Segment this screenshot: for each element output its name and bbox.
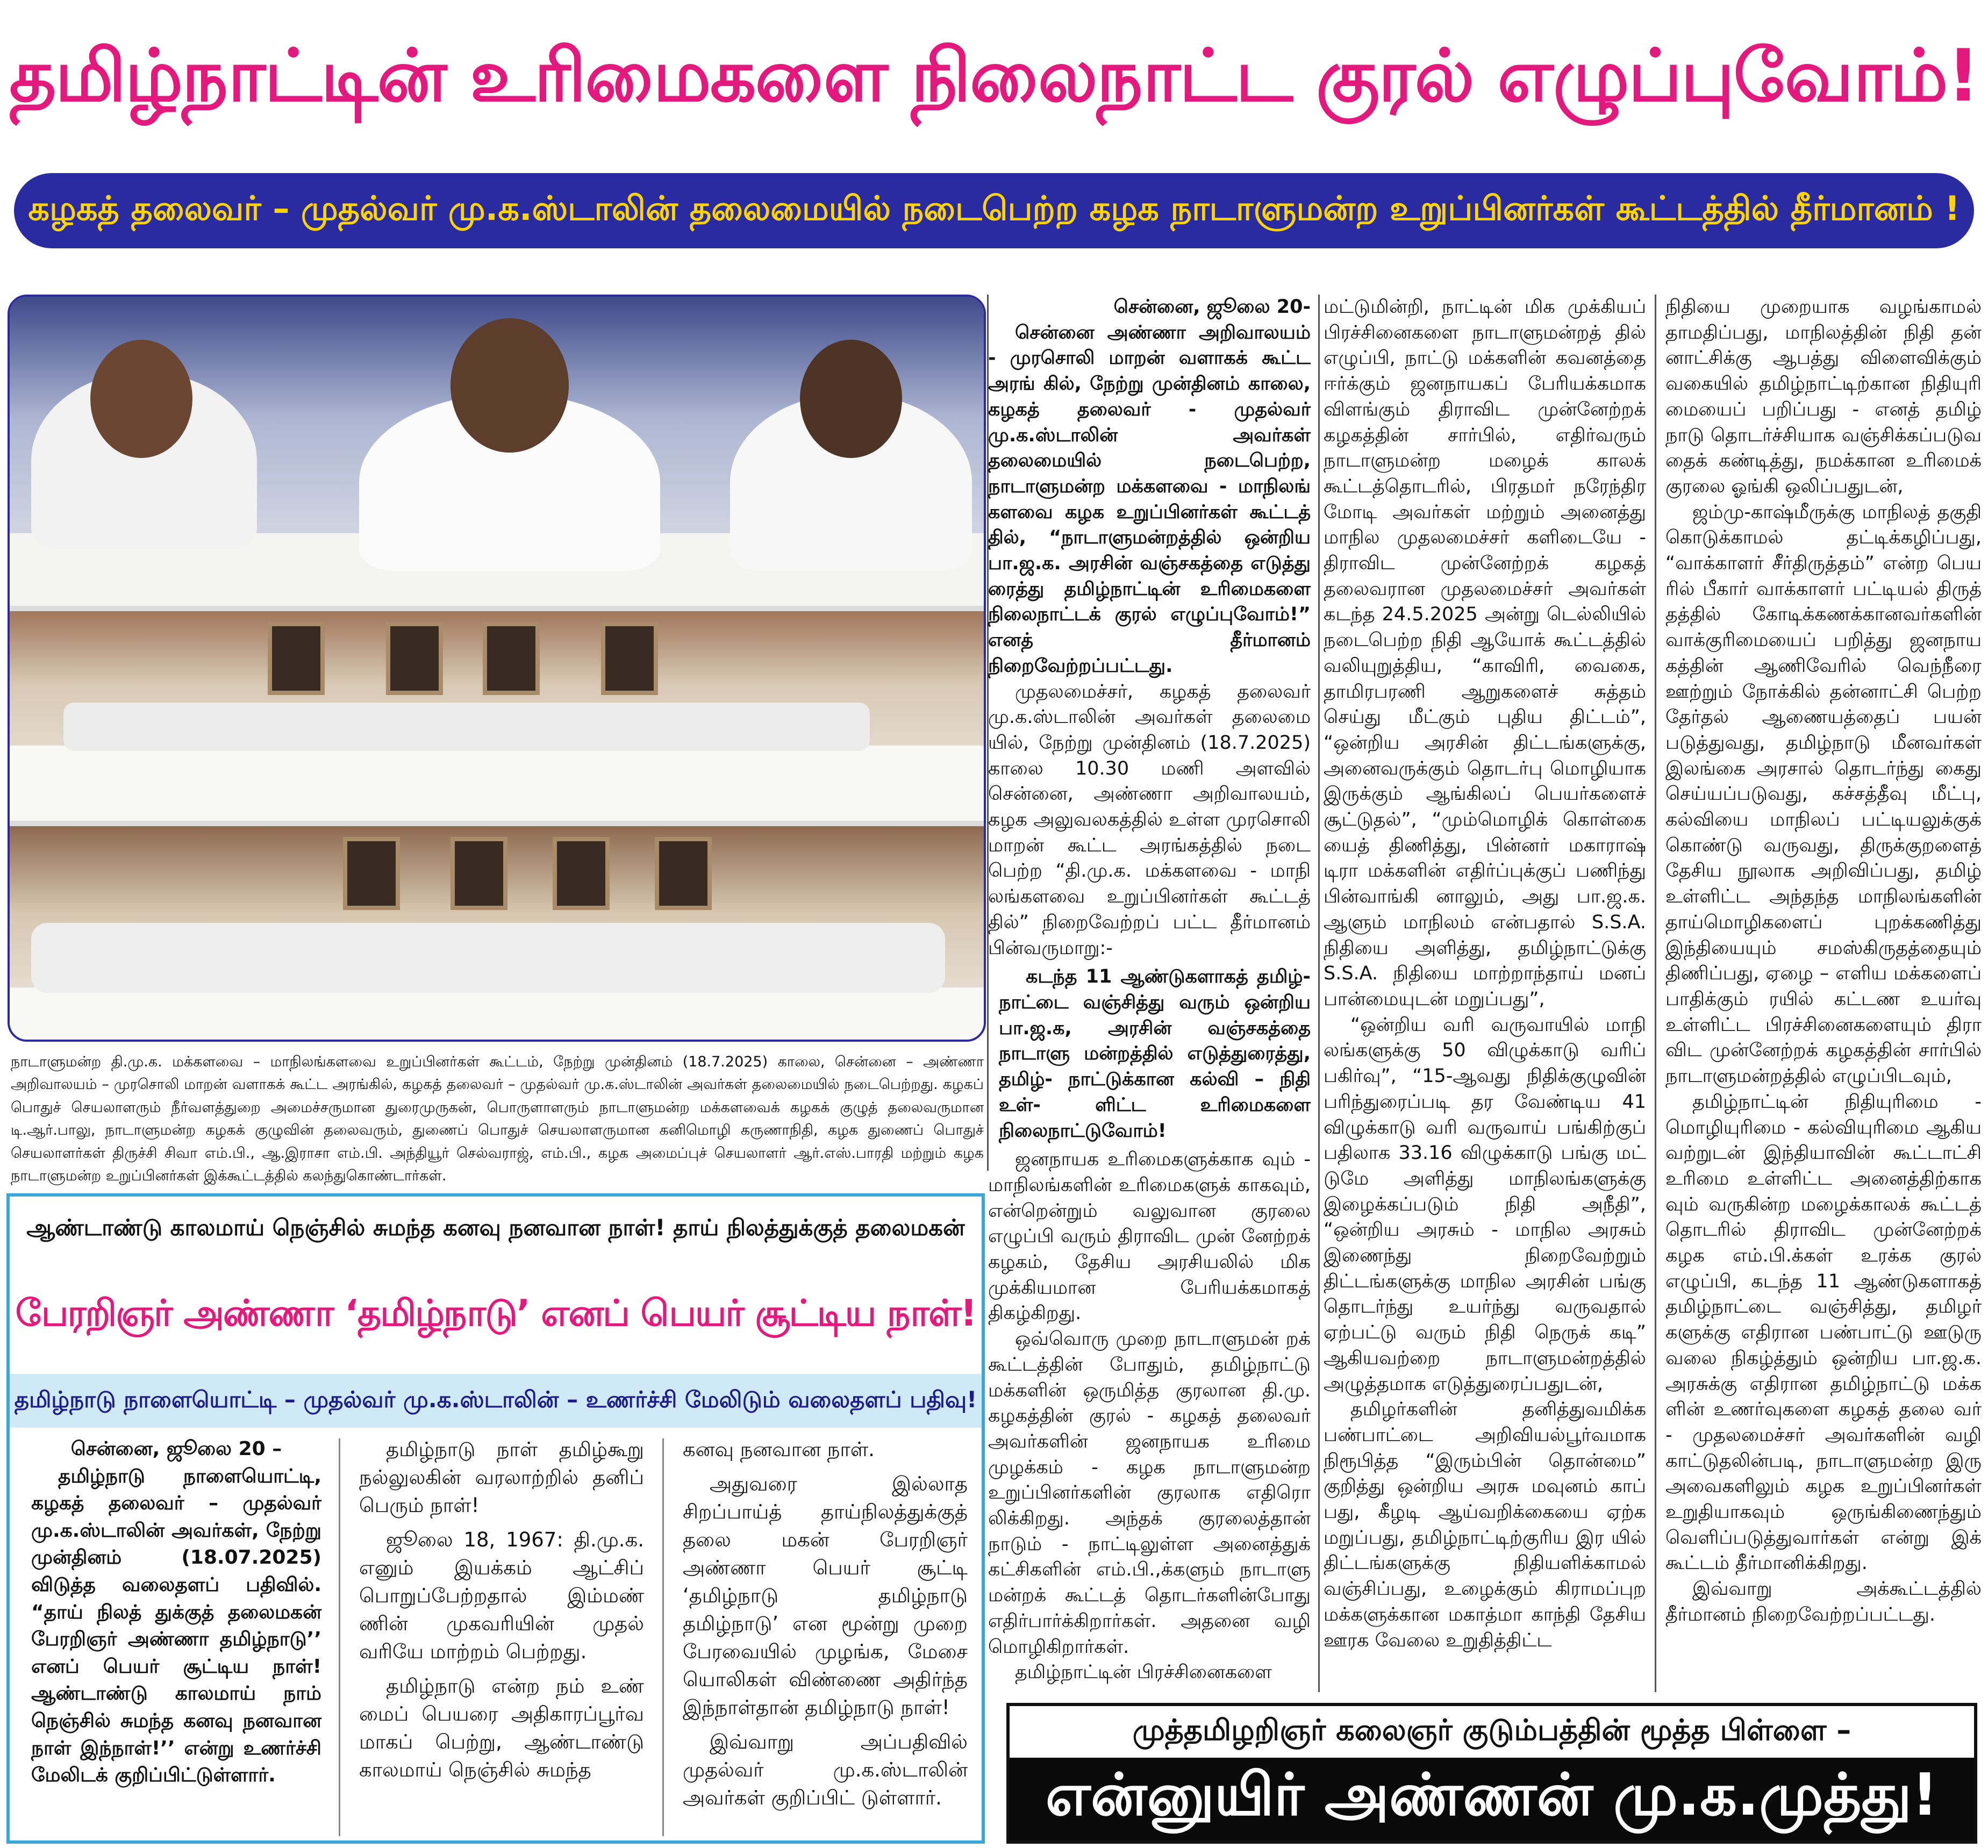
column-divider bbox=[662, 1438, 664, 1836]
article-lead-paragraph: சென்னை அண்ணா அறிவாலயம் - முரசொலி மாறன் வளாகக் கூட்ட அரங் கில், நேற்று முன்தினம் காலை, கழகத் தலைவர் - முதல்வர் மு.க.ஸ்டாலின் அவர்கள் தலைமையில் நடைபெற்ற, நாடாளுமன்ற மக்களவை - மாநிலங் களவை கழக உறுப்பினர்கள் கூட்டத் தில், “நாடாளுமன்றத்தில் ஒன்றிய பா.ஜ.க. அரசின் வஞ்சகத்தை எடுத்து ரைத்து தமிழ்நாட்டின் உரிமைகளை நிலைநாட்டக் குரல் எழுப்புவோம்!” எனத் தீர்மானம் நிறைவேற்றப்பட்டது. bbox=[988, 321, 1311, 677]
article-column-1 bbox=[988, 295, 1311, 1686]
anna-paragraph: ஜூலை 18, 1967: தி.மு.க. எனும் இயக்கம் ஆட்சிப் பொறுப்பேற்றதால் இம்மண் ணின் முகவரியின் முதல் வரியே மாற்றம் பெற்றது. bbox=[359, 1528, 644, 1663]
article-paragraph: மட்டுமின்றி, நாட்டின் மிக முக்கியப் பிரச்சினைகளை நாடாளுமன்றத் தில் எழுப்பி, நாட்டு மக்களின் கவனத்தை ஈர்க்கும் ஜனநாயகப் பேரியக்கமாக விளங்கும் திராவிட முன்னேற்றக் கழகத்தின் சார்பில், எதிர்வரும் நாடாளுமன்ற மழைக் காலக் கூட்டத்தொடரில், பிரதமர் நரேந்திர மோடி அவர்கள் மற்றும் அனைத்து மாநில முதலமைச்சர் களிடையே - திராவிட முன்னேற்றக் கழகத் தலைவரான முதலமைச்சர் அவர்கள் கடந்த 24.5.2025 அன்று டெல்லியில் நடைபெற்ற நிதி ஆயோக் கூட்டத்தில் வலியுறுத்திய, “காவிரி, வைகை, தாமிரபரணி ஆறுகளைச் சுத்தம் செய்து மீட்கும் புதிய திட்டம்”, “ஒன்றிய அரசின் திட்டங்களுக்கு, அனைவருக்கும் தொடர்பு மொழியாக இருக்கும் ஆங்கிலப் பெயர்களைச் சூட்டுதல்”, “மும்மொழிக் கொள்கை யைத் திணித்து, பின்னர் மகாராஷ் டிரா மக்களின் எதிர்ப்புக்குப் பணிந்து பின்வாங்கி னாலும், அது பா.ஜ.க. ஆளும் மாநிலம் என்பதால் S.S.A. நிதியை அளித்து, தமிழ்நாட்டுக்கு S.S.A. நிதியை மாற்றாந்தாய் மனப் பான்மையுடன் மறுப்பது”, bbox=[1324, 296, 1646, 1010]
article-paragraph: தமிழ்நாட்டின் பிரச்சினைகளை bbox=[1015, 1661, 1272, 1684]
anna-paragraph: தமிழ்நாடு நாளையொட்டி, கழகத் தலைவர் – முதல்வர் மு.க.ஸ்டாலின் அவர்கள், நேற்று முன்தினம் (18.07.2025) விடுத்த வலைதளப் பதிவில். “தாய் நிலத் துக்குத் தலைமகன் பேரறிஞர் அண்ணா தமிழ்நாடு’’ எனப் பெயர் சூட்டிய நாள்! ஆண்டாண்டு காலமாய் நாம் நெஞ்சில் சுமந்த கனவு நனவான நாள் இந்நாள்!’’ என்று உணர்ச்சி மேலிடக் குறிப்பிட்டுள்ளார். bbox=[31, 1465, 321, 1787]
article-paragraph: ஜம்மு-காஷ்மீருக்கு மாநிலத் தகுதி கொடுக்காமல் தட்டிக்கழிப்பது, “வாக்காளர் சீர்திருத்தம்” என்ற பெய ரில் பீகார் வாக்காளர் பட்டியல் திருத் தத்தில் கோடிக்கணக்கானவர்களின் வாக்குரிமையைப் பறித்து ஜனநாய கத்தின் ஆணிவேரில் வெந்நீரை ஊற்றும் நோக்கில் தன்னாட்சி பெற்ற தேர்தல் ஆணையத்தைப் பயன் படுத்துவது, தமிழ்நாடு மீனவர்கள் இலங்கை அரசால் தொடர்ந்து கைது செய்யப்படுவது, கச்சத்தீவு மீட்பு, கல்வியை மாநிலப் பட்டியலுக்குக் கொண்டு வருவது, திருக்குறளைத் தேசிய நூலாக அறிவிப்பது, தமிழ் உள்ளிட்ட அந்தந்த மாநிலங்களின் தாய்மொழிகளைப் புறக்கணித்து இந்தியையும் சமஸ்கிருதத்தையும் திணிப்பது, ஏழை – எளிய மக்களைப் பாதிக்கும் ரயில் கட்டண உயர்வு உள்ளிட்ட பிரச்சினைகளையும் திரா விட முன்னேற்றக் கழகத்தின் சார்பில் நாடாளுமன்றத்தில் எழுப்பிடவும், bbox=[1665, 501, 1982, 1087]
anna-article-box bbox=[6, 1193, 985, 1844]
article-column-3 bbox=[1665, 295, 1982, 1628]
resolution-text: கடந்த 11 ஆண்டுகளாகத் தமிழ்- நாட்டை வஞ்சித்து வரும் ஒன்றிய பா.ஜ.க, அரசின் வஞ்சகத்தை நாடாளு மன்றத்தில் எடுத்துரைத்து, தமிழ்- நாட்டுக்கான கல்வி – நிதி உள்- ளிட்ட உரிமைகளை நிலைநாட்டுவோம்! bbox=[999, 966, 1311, 1142]
photo-collage bbox=[8, 295, 986, 1042]
column-divider bbox=[1318, 295, 1320, 1692]
anna-paragraph: கனவு நனவான நாள். bbox=[683, 1438, 875, 1461]
anna-column-3 bbox=[683, 1436, 968, 1812]
column-divider bbox=[1655, 295, 1656, 1692]
article-paragraph: “ஒன்றிய வரி வருவாயில் மாநி லங்களுக்கு 50 விழுக்காடு வரிப் பகிர்வு”, “15-ஆவது நிதிக்குழுவின் பரிந்துரைப்படி தர வேண்டிய 41 விழுக்காடு வரி வருவாய் பங்கிற்குப் பதிலாக 33.16 விழுக்காடு பங்கு மட் டுமே அளித்து மாநிலங்களுக்கு இழைக்கப்படும் நிதி அநீதி”, “ஒன்றிய அரசும் - மாநில அரசும் இணைந்து நிறைவேற்றும் திட்டங்களுக்கு மாநில அரசின் பங்கு தொடர்ந்து உயர்ந்து வருவதால் ஏற்பட்டு வரும் நிதி நெருக் கடி” ஆகியவற்றை நாடாளுமன்றத்தில் அழுத்தமாக எடுத்துரைப்பதுடன், bbox=[1324, 1014, 1646, 1395]
article-paragraph: ஒவ்வொரு முறை நாடாளுமன் றக் கூட்டத்தின் போதும், தமிழ்நாட்டு மக்களின் ஒருமித்த குரலான தி.மு. கழகத்தின் குரல் - கழகத் தலைவர் அவர்களின் ஜனநாயக உரிமை முழக்கம் - கழக நாடாளுமன்ற உறுப்பினர்களின் குரலாக எதிரொ லிக்கிறது. அந்தக் குரலைத்தான் நாடும் - நாட்டிலுள்ள அனைத்துக் கட்சிகளின் எம்.பி.,க்களும் நாடாளு மன்றக் கூட்டத் தொடர்களின்போது எதிர்பார்க்கிறார்கள். அதனை வழி மொழிகிறார்கள். bbox=[988, 1328, 1311, 1658]
article-column-2 bbox=[1324, 295, 1646, 1653]
meeting-photo-middle bbox=[10, 611, 984, 821]
photo-caption: நாடாளுமன்ற தி.மு.க. மக்களவை – மாநிலங்களவை உறுப்பினர்கள் கூட்டம், நேற்று முன்தினம் (18.7.2025) காலை, சென்னை – அண்ணா அறிவாலயம் – முரசொலி மாறன் வளாகக் கூட்ட அரங்கில், கழகத் தலைவர் – முதல்வர் மு.க.ஸ்டாலின் அவர்கள் தலைமையில் நடைபெற்றது. கழகப் பொதுச் செயலாளரும் நீர்வளத்துறை அமைச்சருமான துரைமுருகன், பொருளாளரும் நாடாளுமன்ற மக்களவைக் கழகக் குழுத் தலைவருமான டி.ஆர்.பாலு, நாடாளுமன்ற கழகக் குழுவின் தலைவரும், துணைப் பொதுச் செயலாளருமான கனிமொழி கருணாநிதி, கழக துணைப் பொதுச் செயலாளர்கள் திருச்சி சிவா எம்.பி., ஆ.இராசா எம்.பி. அந்தியூர் செல்வராஜ், எம்.பி., கழக அமைப்புச் செயலாளர் ஆர்.எஸ்.பாரதி மற்றும் கழக நாடாளுமன்ற உறுப்பினர்கள் இக்கூட்டத்தில் கலந்துகொண்டார்கள். bbox=[11, 1054, 984, 1185]
article-paragraph: நிதியை முறையாக வழங்காமல் தாமதிப்பது, மாநிலத்தின் நிதி தன் னாட்சிக்கு ஆபத்து விளைவிக்கும் வகையில் தமிழ்நாட்டிற்கான நிதியுரி மையைப் பறிப்பது - எனத் தமிழ் நாடு தொடர்ச்சியாக வஞ்சிக்கப்படுவ தைக் கண்டித்து, நமக்கான உரிமைக் குரலை ஓங்கி ஒலிப்பதுடன், bbox=[1665, 296, 1982, 497]
anna-column-2 bbox=[359, 1436, 644, 1784]
sub-headline-banner: கழகத் தலைவர் – முதல்வர் மு.க.ஸ்டாலின் தலைமையில் நடைபெற்ற கழக நாடாளுமன்ற உறுப்பினர்கள் கூட்டத்தில் தீர்மானம் ! bbox=[14, 173, 1974, 248]
muthu-title: என்னுயிர் அண்ணன் மு.க.முத்து! bbox=[1010, 1758, 1974, 1840]
muthu-tribute-box bbox=[1006, 1703, 1977, 1844]
meeting-photo-top bbox=[10, 297, 984, 606]
dateline: சென்னை, ஜூலை 20 – bbox=[70, 1438, 282, 1460]
column-divider bbox=[339, 1438, 340, 1836]
article-paragraph: முதலமைச்சர், கழகத் தலைவர் மு.க.ஸ்டாலின் அவர்கள் தலைமை யில், நேற்று முன்தினம் (18.7.2025) காலை 10.30 மணி அளவில் சென்னை, அண்ணா அறிவாலயம், கழக அலுவலகத்தில் உள்ள முரசொலி மாறன் கூட்ட அரங்கத்தில் நடை பெற்ற “தி.மு.க. மக்களவை - மாநி லங்களவை உறுப்பினர்கள் கூட்டத் தில்” நிறைவேற்றப் பட்ட தீர்மானம் பின்வருமாறு:- bbox=[988, 681, 1311, 959]
article-paragraph: ஜனநாயக உரிமைகளுக்காக வும் - மாநிலங்களின் உரிமைகளுக் காகவும், என்றென்றும் வலுவான குரலை எழுப்பி வரும் திராவிட முன் னேற்றக் கழகம், தேசிய அரசியலில் மிக முக்கியமான பேரியக்கமாகத் திகழ்கிறது. bbox=[988, 1149, 1311, 1324]
anna-title: பேரறிஞர் அண்ணா ‘தமிழ்நாடு’ எனப் பெயர் சூட்டிய நாள்! bbox=[15, 1292, 976, 1335]
article-paragraph: தமிழர்களின் தனித்துவமிக்க பண்பாட்டை அறிவியல்பூர்வமாக நிரூபித்த “இரும்பின் தொன்மை” குறித்து ஒன்றிய அரசு மவுனம் காப் பது, கீழடி ஆய்வறிக்கையை ஏற்க மறுப்பது, தமிழ்நாட்டிற்குரிய இர யில் திட்டங்களுக்கு நிதியளிக்காமல் வஞ்சிப்பது, உழைக்கும் கிராமப்புற மக்களுக்கான மகாத்மா காந்தி தேசிய ஊரக வேலை உறுதித்திட்ட bbox=[1324, 1399, 1646, 1651]
article-closing: இவ்வாறு அக்கூட்டத்தில் தீர்மானம் நிறைவேற்றப்பட்டது. bbox=[1665, 1578, 1982, 1625]
meeting-photo-bottom bbox=[10, 826, 984, 1042]
muthu-kicker: முத்தமிழறிஞர் கலைஞர் குடும்பத்தின் மூத்த பிள்ளை – bbox=[1132, 1713, 1851, 1747]
anna-subtitle-band: தமிழ்நாடு நாளையொட்டி – முதல்வர் மு.க.ஸ்டாலின் – உணர்ச்சி மேலிடும் வலைதளப் பதிவு! bbox=[10, 1374, 982, 1428]
dateline: சென்னை, ஜூலை 20- bbox=[1113, 296, 1311, 318]
anna-paragraph: அதுவரை இல்லாத சிறப்பாய்த் தாய்நிலத்துக்குத் தலை மகன் பேரறிஞர் அண்ணா பெயர் சூட்டி ‘தமிழ்நாடு தமிழ்நாடு தமிழ்நாடு’ என மூன்று முறை பேரவையில் முழங்க, மேசை யொலிகள் விண்ணை அதிர்ந்த இந்நாள்தான் தமிழ்நாடு நாள்! bbox=[683, 1472, 968, 1719]
main-headline: தமிழ்நாட்டின் உரிமைகளை நிலைநாட்ட குரல் எழுப்புவோம்! bbox=[9, 34, 1979, 118]
anna-column-1 bbox=[31, 1436, 321, 1789]
anna-paragraph: இவ்வாறு அப்பதிவில் முதல்வர் மு.க.ஸ்டாலின் அவர்கள் குறிப்பிட் டுள்ளார். bbox=[683, 1730, 968, 1809]
article-paragraph: தமிழ்நாட்டின் நிதியுரிமை - மொழியுரிமை - கல்வியுரிமை ஆகிய வற்றுடன் இந்தியாவின் கூட்டாட்சி உரிமை உள்ளிட்ட அனைத்திற்காக வும் வருகின்ற மழைக்காலக் கூட்டத் தொடரில் திராவிட முன்னேற்றக் கழக எம்.பி.க்கள் உரக்க குரல் எழுப்பி, கடந்த 11 ஆண்டுகளாகத் தமிழ்நாட்டை வஞ்சித்து, தமிழர் களுக்கு எதிரான பண்பாட்டு ஊடுரு வலை நிகழ்த்தும் ஒன்றிய பா.ஜ.க. அரசுக்கு எதிரான தமிழ்நாட்டு மக்க ளின் உணர்வுகளை கழகத் தலை வர் - முதலமைச்சர் அவர்களின் வழி காட்டுதலின்படி, நாடாளுமன்ற இரு அவைகளிலும் கழக உறுப்பினர்கள் உறுதியாகவும் ஒருங்கிணைந்தும் வெளிப்படுத்துவார்கள் என்று இக் கூட்டம் தீர்மானிக்கிறது. bbox=[1665, 1091, 1982, 1574]
anna-paragraph: தமிழ்நாடு என்ற நம் உண் மைப் பெயரை அதிகாரப்பூர்வ மாகப் பெற்று, ஆண்டாண்டு காலமாய் நெஞ்சில் சுமந்த bbox=[359, 1674, 644, 1781]
anna-paragraph: தமிழ்நாடு நாள் தமிழ்கூறு நல்லுலகின் வரலாற்றில் தனிப் பெரும் நாள்! bbox=[359, 1438, 644, 1517]
anna-kicker: ஆண்டாண்டு காலமாய் நெஞ்சில் சுமந்த கனவு நனவான நாள்! தாய் நிலத்துக்குத் தலைமகன் bbox=[26, 1214, 965, 1241]
